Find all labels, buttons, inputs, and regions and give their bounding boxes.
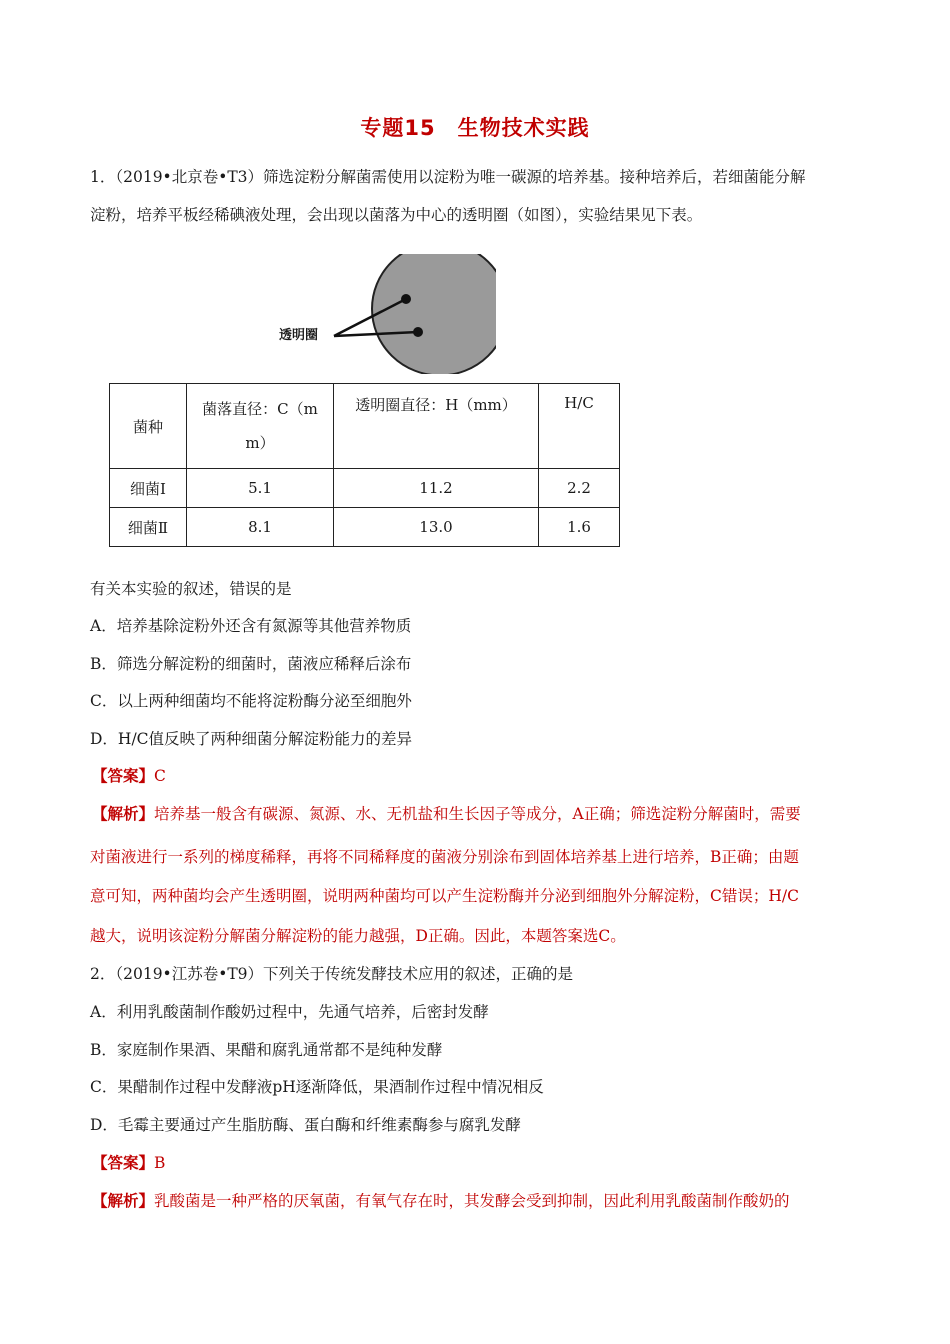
q1-answer-value: C: [154, 767, 166, 785]
q2-option-d: D．毛霉主要通过产生脂肪酶、蛋白酶和纤维素酶参与腐乳发酵: [90, 1116, 521, 1134]
q1-analysis-text: 培养基一般含有碳源、氮源、水、无机盐和生长因子等成分，A正确；筛选淀粉分解菌时，需要: [154, 805, 801, 823]
page-title: 专题15 生物技术实践: [360, 116, 590, 140]
q1-analysis-line-3: 意可知，两种菌均会产生透明圈，说明两种菌均可以产生淀粉酶并分泌到细胞外分解淀粉，C错误；H/C: [90, 887, 799, 905]
q1-answer: [92, 766, 867, 786]
q1-answer-tag: 【答案】: [92, 766, 155, 785]
q2-answer-tag: 【答案】: [92, 1153, 155, 1172]
cell-strain: 细菌Ⅱ: [110, 508, 187, 547]
cell-strain: 细菌Ⅰ: [110, 469, 187, 508]
q1-analysis-line-2: 对菌液进行一系列的梯度稀释，再将不同稀释度的菌液分别涂布到固体培养基上进行培养，B正确；由题: [90, 848, 799, 866]
q2-analysis-text: 乳酸菌是一种严格的厌氧菌，有氧气存在时，其发酵会受到抑制，因此利用乳酸菌制作酸奶的: [154, 1192, 790, 1210]
q1-option-d: D．H/C值反映了两种细菌分解淀粉能力的差异: [90, 730, 413, 748]
header-colony-diameter-line-2: m）: [245, 434, 275, 452]
q1-analysis-line-4: 越大，说明该淀粉分解菌分解淀粉的能力越强，D正确。因此，本题答案选C。: [90, 927, 626, 945]
q1-analysis-line-1: [92, 804, 867, 824]
header-ratio: [539, 384, 620, 469]
q1-analysis-tag: 【解析】: [92, 804, 155, 823]
table-header-row: [110, 384, 620, 469]
q2-analysis-tag: 【解析】: [92, 1191, 155, 1210]
cell-ratio: 2.2: [539, 469, 620, 508]
q2-answer: [92, 1153, 867, 1173]
q2-analysis-line-1: [92, 1191, 867, 1211]
header-colony-diameter: [187, 384, 334, 469]
q1-option-a: A．培养基除淀粉外还含有氮源等其他营养物质: [90, 617, 412, 635]
q2-answer-value: B: [154, 1154, 166, 1172]
cell-ratio: 1.6: [539, 508, 620, 547]
cell-colony: 8.1: [187, 508, 334, 547]
q1-option-c: C．以上两种细菌均不能将淀粉酶分泌至细胞外: [90, 692, 412, 710]
header-halo-diameter-text: 透明圈直径：H（mm）: [355, 396, 517, 414]
petri-dish-figure: [276, 254, 496, 374]
header-ratio-text: H/C: [564, 394, 594, 412]
header-strain-text: 菌种: [132, 417, 163, 436]
q1-option-b: B．筛选分解淀粉的细菌时，菌液应稀释后涂布: [90, 655, 412, 673]
q1-stem-line-1: 1．（2019•北京卷•T3）筛选淀粉分解菌需使用以淀粉为唯一碳源的培养基。接种培养后，若细菌能分解: [90, 168, 806, 186]
q2-stem: 2．（2019•江苏卷•T9）下列关于传统发酵技术应用的叙述，正确的是: [90, 965, 574, 983]
cell-halo: 13.0: [334, 508, 539, 547]
q1-question: 有关本实验的叙述，错误的是: [90, 580, 292, 598]
petri-dish: [372, 254, 496, 374]
figure-label: 透明圈: [279, 328, 319, 343]
q2-option-c: C．果醋制作过程中发酵液pH逐渐降低，果酒制作过程中情况相反: [90, 1078, 544, 1096]
q2-option-a: A．利用乳酸菌制作酸奶过程中，先通气培养，后密封发酵: [90, 1003, 489, 1021]
cell-halo: 11.2: [334, 469, 539, 508]
header-halo-diameter: [334, 384, 539, 469]
table-row: [110, 508, 620, 547]
q2-option-b: B．家庭制作果酒、果醋和腐乳通常都不是纯种发酵: [90, 1041, 443, 1059]
table-row: [110, 469, 620, 508]
q1-stem-line-2: 淀粉，培养平板经稀碘液处理，会出现以菌落为中心的透明圈（如图），实验结果见下表。: [90, 206, 703, 224]
results-table: [109, 383, 620, 547]
cell-colony: 5.1: [187, 469, 334, 508]
header-strain: [110, 384, 187, 469]
header-colony-diameter-line-1: 菌落直径：C（m: [202, 400, 318, 418]
